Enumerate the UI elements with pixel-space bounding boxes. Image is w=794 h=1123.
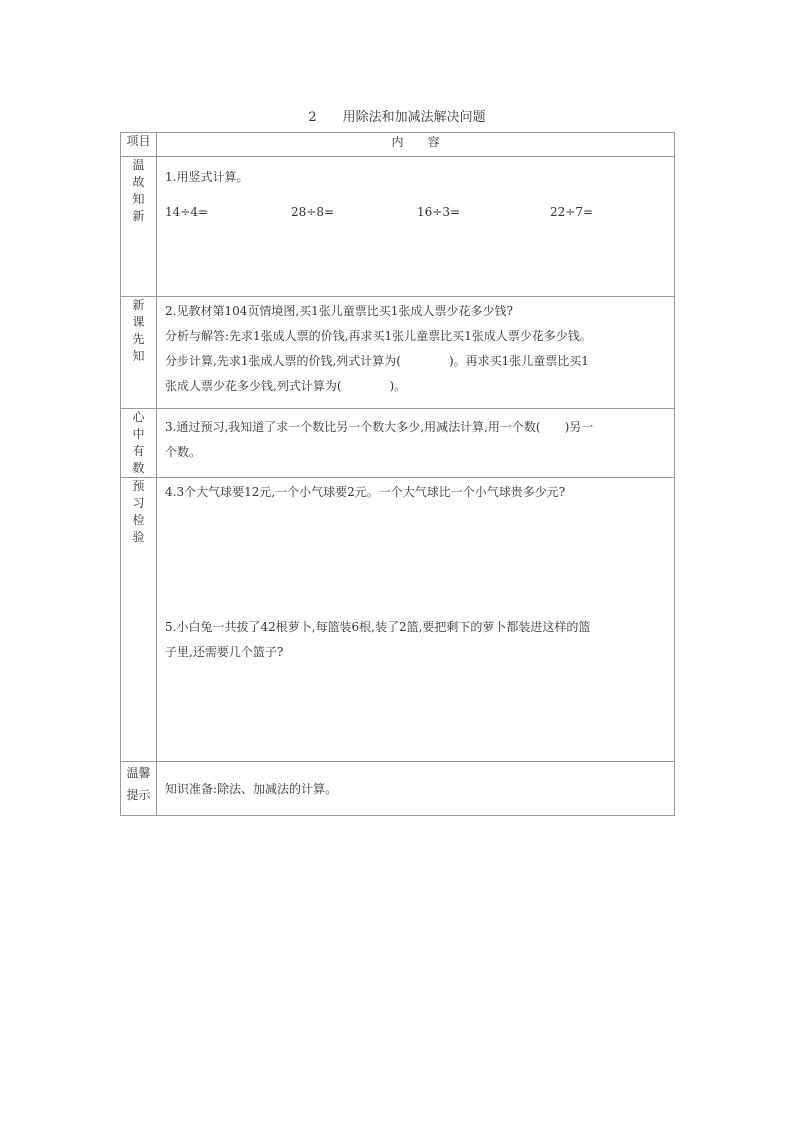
question-4: 4.3个大气球要12元,一个小气球要2元。一个大气球比一个小气球贵多少元? [165, 485, 566, 499]
question-5-line: 5.小白兔一共拔了42根萝卜,每篮装6根,装了2篮,要把剩下的萝卜都装进这样的篮 [165, 620, 591, 634]
review-label-text: 温故知新 [132, 158, 145, 223]
calc-item-3: 16÷3= [417, 205, 461, 219]
new-lesson-line: 分步计算,先求1张成人票的价钱,列式计算为( )。再求买1张儿童票比买1 [165, 354, 589, 368]
tip-label-line: 温馨 [126, 766, 151, 780]
header-row [121, 133, 675, 157]
question-5-line: 子里,还需要几个篮子? [165, 645, 284, 659]
mind-content [157, 409, 675, 478]
new-lesson-line: 张成人票少花多少钱,列式计算为( )。 [165, 379, 407, 393]
review-label [121, 157, 157, 297]
header-content-label: 内 容 [157, 133, 675, 157]
page-title: 2 用除法和加减法解决问题 [308, 110, 486, 125]
header-item-label: 项目 [121, 133, 157, 157]
mind-line: 个数。 [165, 445, 202, 459]
tip-text: 知识准备:除法、加减法的计算。 [165, 782, 338, 796]
section-preview [121, 478, 675, 762]
section-tip [121, 762, 675, 816]
calc-item-4: 22÷7= [550, 205, 594, 219]
tip-label-line: 提示 [126, 788, 151, 802]
mind-line: 3.通过预习,我知道了求一个数比另一个数大多少,用减法计算,用一个数( )另一 [165, 420, 594, 434]
new-lesson-label-text: 新课先知 [132, 298, 145, 363]
calc-item-1: 14÷4= [165, 205, 209, 219]
review-question: 1.用竖式计算。 [165, 170, 249, 184]
new-lesson-content [157, 297, 675, 409]
calc-item-2: 28÷8= [291, 205, 335, 219]
section-mind [121, 409, 675, 478]
mind-label [121, 409, 157, 478]
section-new-lesson [121, 297, 675, 409]
preview-content [157, 478, 675, 762]
preview-label-text: 预习检验 [132, 479, 145, 544]
mind-label-text: 心中有数 [132, 410, 145, 475]
tip-label [121, 762, 157, 816]
review-content [157, 157, 675, 297]
new-lesson-label [121, 297, 157, 409]
calc-row [165, 200, 666, 220]
new-lesson-line: 分析与解答:先求1张成人票的价钱,再求买1张儿童票比买1张成人票少花多少钱。 [165, 329, 592, 343]
worksheet-table [120, 132, 675, 816]
tip-content [157, 762, 675, 816]
section-review [121, 157, 675, 297]
preview-label [121, 478, 157, 762]
new-lesson-line: 2.见教材第104页情境图,买1张儿童票比买1张成人票少花多少钱? [165, 304, 513, 318]
